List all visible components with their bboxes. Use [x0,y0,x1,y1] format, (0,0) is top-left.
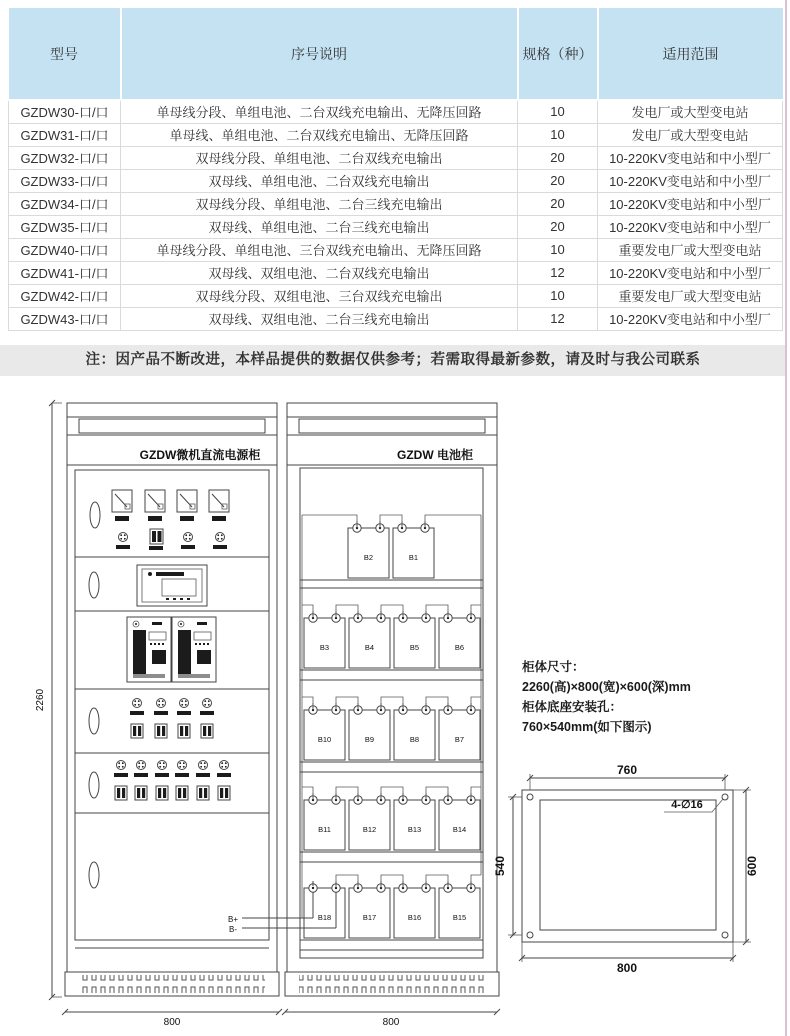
header-model: 型号 [9,8,121,100]
size-value: 2260(高)×800(宽)×600(深)mm [522,680,691,694]
page-edge-line [785,0,787,1036]
desc-cell: 双母线分段、单组电池、二台双线充电输出 [121,146,518,169]
battery-label: B18 [317,913,332,922]
table-row [9,100,783,123]
model-spec-table [8,8,783,331]
scope-cell: 10-220KV变电站和中小型厂 [598,261,783,284]
header-scope: 适用范围 [598,8,783,100]
battery-wiring [302,515,481,918]
header-spec: 规格（种） [518,8,598,100]
meter-panel [90,490,229,550]
scope-cell: 重要发电厂或大型变电站 [598,238,783,261]
lcd-monitor-panel [89,565,207,606]
table-row [9,215,783,238]
spec-cell: 20 [518,169,598,192]
scope-cell: 10-220KV变电站和中小型厂 [598,215,783,238]
desc-cell: 单母线分段、单组电池、二台双线充电输出、无降压回路 [121,100,518,123]
battery-label: B13 [407,825,422,834]
battery-shelf [300,697,483,772]
height-dim-label: 2260 [35,688,46,712]
mount-bottom-dim-label: 800 [616,961,638,975]
battery-terminals [228,888,336,934]
table-header-row [9,8,783,100]
door-handle [89,862,99,888]
scope-cell: 发电厂或大型变电站 [598,100,783,123]
desc-cell: 双母线分段、双组电池、三台双线充电输出 [121,284,518,307]
feeder-panel-6 [89,761,231,801]
battery-cabinet [285,403,499,996]
power-width-dim-label: 800 [163,1017,181,1028]
battery-label: B15 [452,913,467,922]
model-cell: GZDW34-口/口 [9,192,121,215]
power-cabinet-title: GZDW微机直流电源柜 [139,448,261,462]
battery-label: B14 [452,825,467,834]
holes-label: 柜体底座安装孔： [522,700,623,714]
spec-cell: 20 [518,192,598,215]
model-cell: GZDW30-口/口 [9,100,121,123]
model-cell: GZDW31-口/口 [9,123,121,146]
spec-cell: 10 [518,238,598,261]
terminal-positive-label: B+ [227,915,238,924]
control-switch [149,529,163,550]
spec-cell: 20 [518,215,598,238]
desc-cell: 双母线分段、单组电池、二台三线充电输出 [121,192,518,215]
size-label: 柜体尺寸： [522,660,585,674]
feeder-panel-4 [89,699,214,739]
spec-cell: 12 [518,261,598,284]
model-cell: GZDW43-口/口 [9,307,121,330]
desc-cell: 单母线、单组电池、二台双线充电输出、无降压回路 [121,123,518,146]
desc-cell: 单母线分段、单组电池、三台双线充电输出、无降压回路 [121,238,518,261]
battery-label: B6 [454,643,465,652]
table-row [9,146,783,169]
desc-cell: 双母线、单组电池、二台三线充电输出 [121,215,518,238]
battery-label: B11 [318,825,331,834]
table-row [9,261,783,284]
scope-cell: 10-220KV变电站和中小型厂 [598,307,783,330]
scope-cell: 重要发电厂或大型变电站 [598,284,783,307]
battery-label: B5 [409,643,420,652]
spec-cell: 10 [518,100,598,123]
battery-label: B8 [409,735,420,744]
model-cell: GZDW32-口/口 [9,146,121,169]
cabinet-dimensions [35,400,500,1028]
desc-cell: 双母线、双组电池、二台双线充电输出 [121,261,518,284]
header-description: 序号说明 [121,8,518,100]
spec-cell: 12 [518,307,598,330]
table-row [9,238,783,261]
battery-width-dim-label: 800 [382,1017,400,1028]
battery-label: B9 [364,735,375,744]
scope-cell: 10-220KV变电站和中小型厂 [598,146,783,169]
scope-cell: 10-220KV变电站和中小型厂 [598,169,783,192]
table-row [9,123,783,146]
table-row [9,192,783,215]
battery-label: B12 [362,825,377,834]
battery-label: B3 [319,643,330,652]
model-cell: GZDW33-口/口 [9,169,121,192]
scope-cell: 10-220KV变电站和中小型厂 [598,192,783,215]
spec-cell: 10 [518,284,598,307]
battery-label: B2 [363,553,374,562]
cabinet-size-annotation [522,657,782,737]
battery-shelf [300,787,483,862]
model-cell: GZDW40-口/口 [9,238,121,261]
model-cell: GZDW42-口/口 [9,284,121,307]
desc-cell: 双母线、双组电池、二台三线充电输出 [121,307,518,330]
spec-cell: 20 [518,146,598,169]
mount-hole-spec-label: 4-∅16 [671,799,703,811]
power-cabinet [65,403,336,996]
desc-cell: 双母线、单组电池、二台双线充电输出 [121,169,518,192]
note-bar: 注：因产品不断改进，本样品提供的数据仅供参考；若需取得最新参数，请及时与我公司联系 [0,345,786,376]
table-row [9,169,783,192]
battery-cabinet-title: GZDW 电池柜 [397,448,473,462]
battery-shelf [300,515,483,588]
model-cell: GZDW41-口/口 [9,261,121,284]
battery-shelf [300,875,483,950]
model-cell: GZDW35-口/口 [9,215,121,238]
mount-top-dim-label: 760 [616,763,638,777]
battery-label: B16 [407,913,422,922]
holes-value: 760×540mm(如下图示) [522,720,652,734]
scope-cell: 发电厂或大型变电站 [598,123,783,146]
spec-cell: 10 [518,123,598,146]
mount-right-dim-label: 600 [745,855,759,877]
battery-label: B17 [362,913,377,922]
table-row [9,284,783,307]
mounting-hole-diagram [493,763,759,975]
table-row [9,307,783,330]
battery-shelf [300,605,483,680]
battery-label: B4 [364,643,375,652]
battery-label: B7 [454,735,465,744]
terminal-negative-label: B- [229,925,237,934]
battery-label: B1 [408,553,419,562]
mount-left-dim-label: 540 [493,855,507,877]
battery-label: B10 [317,735,332,744]
charger-module-panel [127,617,216,682]
